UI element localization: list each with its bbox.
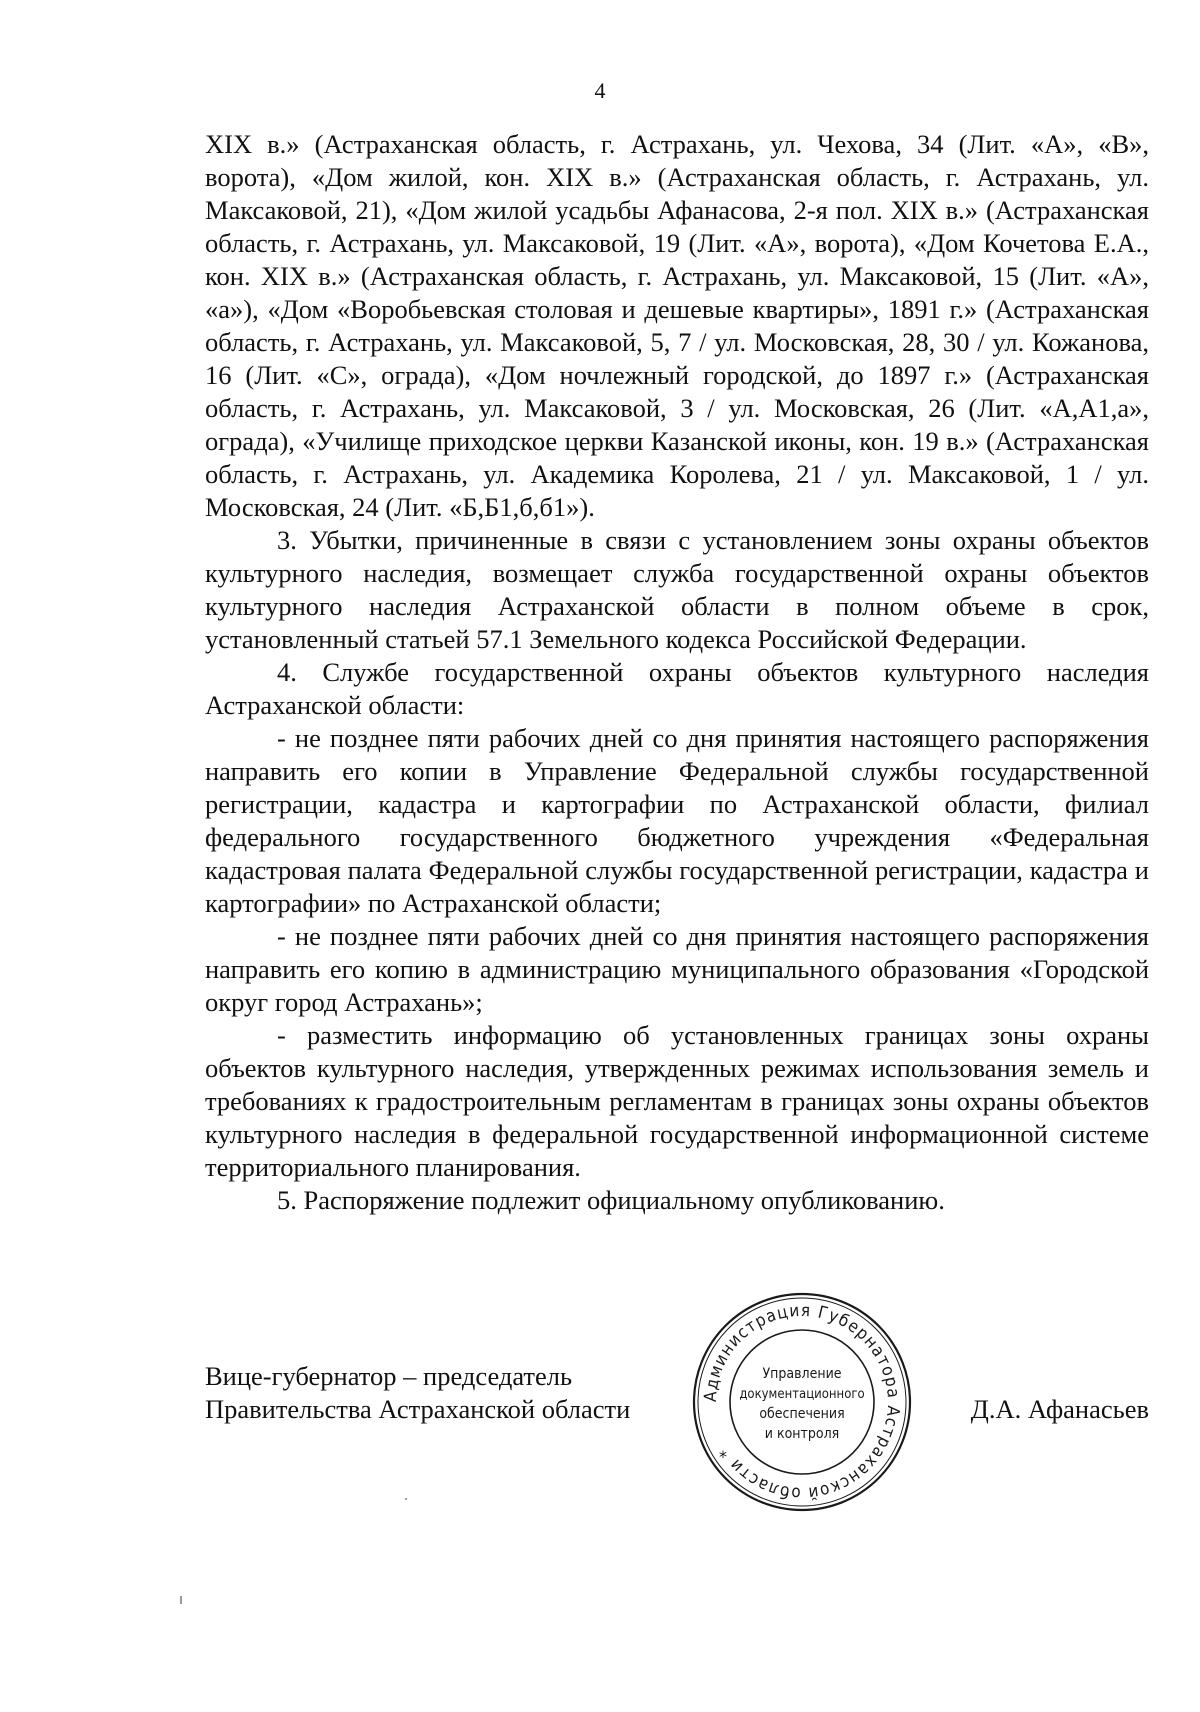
seal-center-line-1: Управление [762,1366,842,1382]
scan-artifact [180,1596,182,1604]
bullet-publish-info: - разместить информацию об установленных границах зоны охраны объектов культурного наследия, утвержденных режимах использования земель и требованиях к градостроительным регламентам в границах зоны охраны объектов культурного наследия в федеральной государственной информационной системе территориального планирования. [205,1020,1149,1182]
bullet-send-to-administration: - не позднее пяти рабочих дней со дня принятия настоящего распоряжения направить его копию в администрацию муниципального образования «Городской округ город Астрахань»; [205,921,1149,1017]
signer-position-line-1: Вице-губернатор – председатель [205,1361,573,1391]
official-seal [688,1288,916,1516]
seal-inner-ring [730,1330,874,1474]
seal-outer-ring [694,1294,910,1510]
bullet-send-copies: - не позднее пяти рабочих дней со дня принятия настоящего распоряжения направить его копии в Управление Федеральной службы государственной регистрации, кадастра и картографии по Астраханской области, филиал федерального государственного бюджетного учреждения «Федеральная кадастровая палата Федеральной службы государственной регистрации, кадастра и картографии» по Астраханской области; [205,723,1149,918]
paragraph-item-3: 3. Убытки, причиненные в связи с установлением зоны охраны объектов культурного наследия, возмещает служба государственной охраны объектов культурного наследия Астраханской области в полном объеме в срок, установленный статьей 57.1 Земельного кодекса Российской Федерации. [205,525,1149,654]
signer-position [205,1360,665,1426]
paragraph-item-4: 4. Службе государственной охраны объектов культурного наследия Астраханской области: [205,657,1149,720]
paragraph-item-5: 5. Распоряжение подлежит официальному опубликованию. [277,1185,945,1215]
seal-graphic [688,1288,916,1516]
page-number: 4 [594,78,606,103]
seal-center-line-3: обеспечения [759,1406,845,1422]
paragraph-continuation: XIX в.» (Астраханская область, г. Астрахань, ул. Чехова, 34 (Лит. «А», «В», ворота), «Дом жилой, кон. XIX в.» (Астраханская область, г. Астрахань, ул. Максаковой, 21), «Дом жилой усадьбы Афанасова, 2-я пол. XIX в.» (Астраханская область, г. Астрахань, ул. Максаковой, 19 (Лит. «А», ворота), «Дом Кочетова Е.А., кон. XIX в.» (Астраханская область, г. Астрахань, ул. Максаковой, 15 (Лит. «А», «а»), «Дом «Воробьевская столовая и дешевые квартиры», 1891 г.» (Астраханская область, г. Астрахань, ул. Максаковой, 5, 7 / ул. Московская, 28, 30 / ул. Кожанова, 16 (Лит. «С», ограда), «Дом ночлежный городской, до 1897 г.» (Астраханская область, г. Астрахань, ул. Максаковой, 3 / ул. Московская, 26 (Лит. «А,А1,а», ограда), «Училище приходское церкви Казанской иконы, кон. 19 в.» (Астраханская область, г. Астрахань, ул. Академика Королева, 21 / ул. Максаковой, 1 / ул. Московская, 24 (Лит. «Б,Б1,б,б1»). [205,129,1149,522]
scan-artifact [405,1498,407,1500]
signature-block [205,1360,1149,1500]
signer-position-line-2: Правительства Астраханской области [205,1394,631,1424]
document-body [205,128,1149,1217]
seal-ring-text: Администрация Губернатора Астраханской области * [700,1300,904,1504]
seal-center-line-2: документационного [739,1387,865,1402]
seal-center-line-4: и контроля [764,1426,840,1442]
signer-name: Д.А. Афанасьев [970,1394,1149,1424]
